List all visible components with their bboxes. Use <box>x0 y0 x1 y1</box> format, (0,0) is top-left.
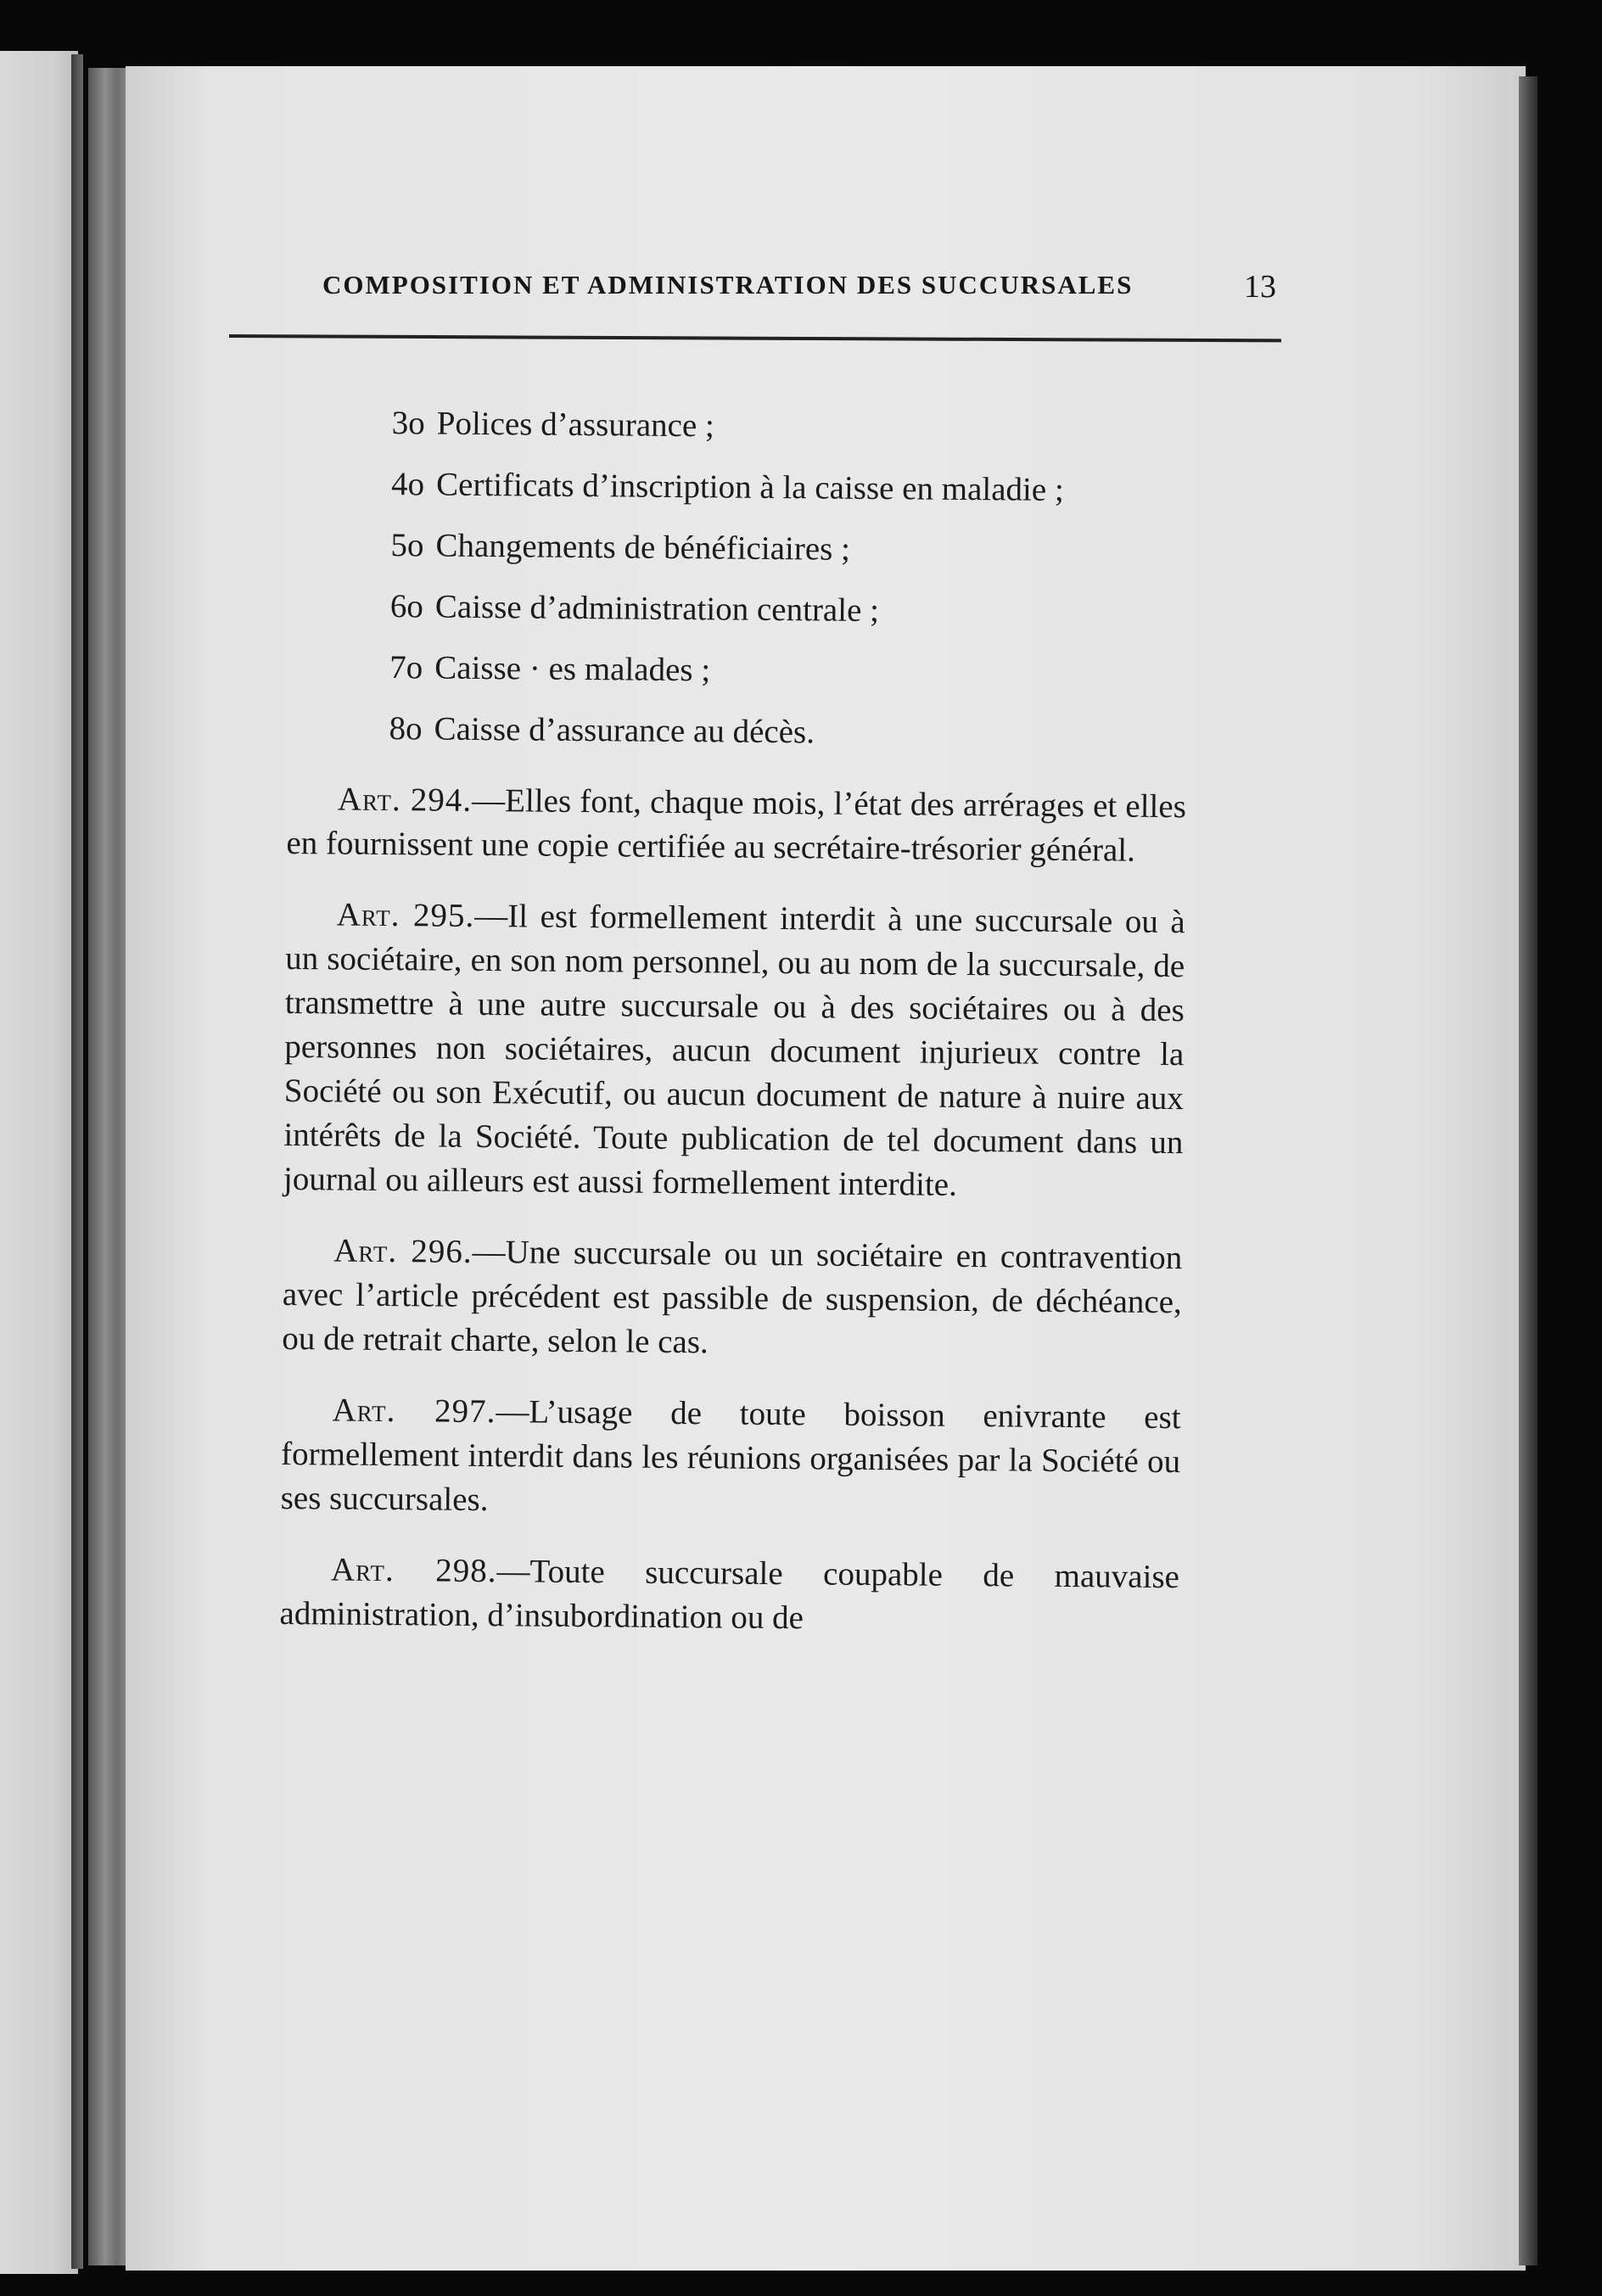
article-dash: — <box>471 781 506 820</box>
list-item-text: Polices d’assurance ; <box>436 405 715 445</box>
article-text: Toute succursale coupable de mauvaise administration, d’insubordination ou de <box>279 1553 1180 1637</box>
list-item <box>288 584 1188 636</box>
article-dash: — <box>496 1553 530 1590</box>
page-body <box>279 400 1190 1644</box>
list-item-number: 6o <box>389 588 424 625</box>
list-item-number: 4o <box>390 466 425 503</box>
article-dash: — <box>472 1233 506 1271</box>
list-item-text: Caisse d’administration centrale ; <box>434 588 880 630</box>
article-text: Il est formellement interdit à une succursale ou à un sociétaire, en son nom personnel, ou au nom de la succursale, de transmettre à une autre succursale ou à des sociétaires ou à des personnes non sociétaires, aucun document injurieux contre la Société ou son Exécutif, ou aucun document de nature à nuire aux intérêts de la Société. Toute publication de tel document dans un journal ou ailleurs est aussi formellement interdite. <box>283 898 1185 1203</box>
previous-page-shadow <box>71 54 83 2269</box>
list-item <box>288 523 1188 574</box>
enumerated-list <box>287 400 1190 758</box>
article-dash: — <box>474 897 508 935</box>
list-item <box>287 706 1186 758</box>
article-295 <box>283 893 1185 1209</box>
list-item-text: Certificats d’inscription à la caisse en maladie ; <box>435 466 1064 508</box>
list-item <box>289 462 1189 513</box>
previous-page-edge <box>0 51 78 2274</box>
article-label: Art. 297. <box>332 1392 496 1431</box>
article-label: Art. 295. <box>336 896 475 934</box>
article-text: Une succursale ou un sociétaire en contravention avec l’article précédent est passible de suspension, de déchéance, ou de retrait charte, selon le cas. <box>282 1234 1183 1361</box>
article-label: Art. 294. <box>337 781 473 819</box>
article-296 <box>282 1229 1182 1369</box>
article-label: Art. 296. <box>333 1232 473 1270</box>
list-item <box>290 400 1190 452</box>
list-item-text: Caisse d’assurance au décès. <box>434 710 815 751</box>
article-298 <box>279 1548 1179 1644</box>
page-number: 13 <box>1244 269 1276 305</box>
article-294 <box>286 777 1186 873</box>
list-item-text: Changements de bénéficiaires ; <box>435 527 851 568</box>
list-item-number: 5o <box>390 527 424 564</box>
article-297 <box>280 1388 1180 1528</box>
list-item <box>288 645 1187 697</box>
article-text: Elles font, chaque mois, l’état des arrérages et elles en fournissent une copie certifiée au secrétaire-trésorier général. <box>286 782 1187 869</box>
list-item-number: 7o <box>389 649 423 686</box>
article-text: L’usage de toute boisson enivrante est formellement interdit dans les réunions organisées par la Société ou ses succursales. <box>280 1393 1181 1519</box>
page-right-edge <box>1519 76 1538 2265</box>
running-head: COMPOSITION ET ADMINISTRATION DES SUCCURSALES <box>322 270 1134 300</box>
list-item-number: 3o <box>391 405 425 442</box>
article-label: Art. 298. <box>330 1551 497 1590</box>
list-item-text: Caisse · es malades ; <box>434 649 711 689</box>
article-dash: — <box>496 1393 529 1431</box>
list-item-number: 8o <box>389 710 423 748</box>
